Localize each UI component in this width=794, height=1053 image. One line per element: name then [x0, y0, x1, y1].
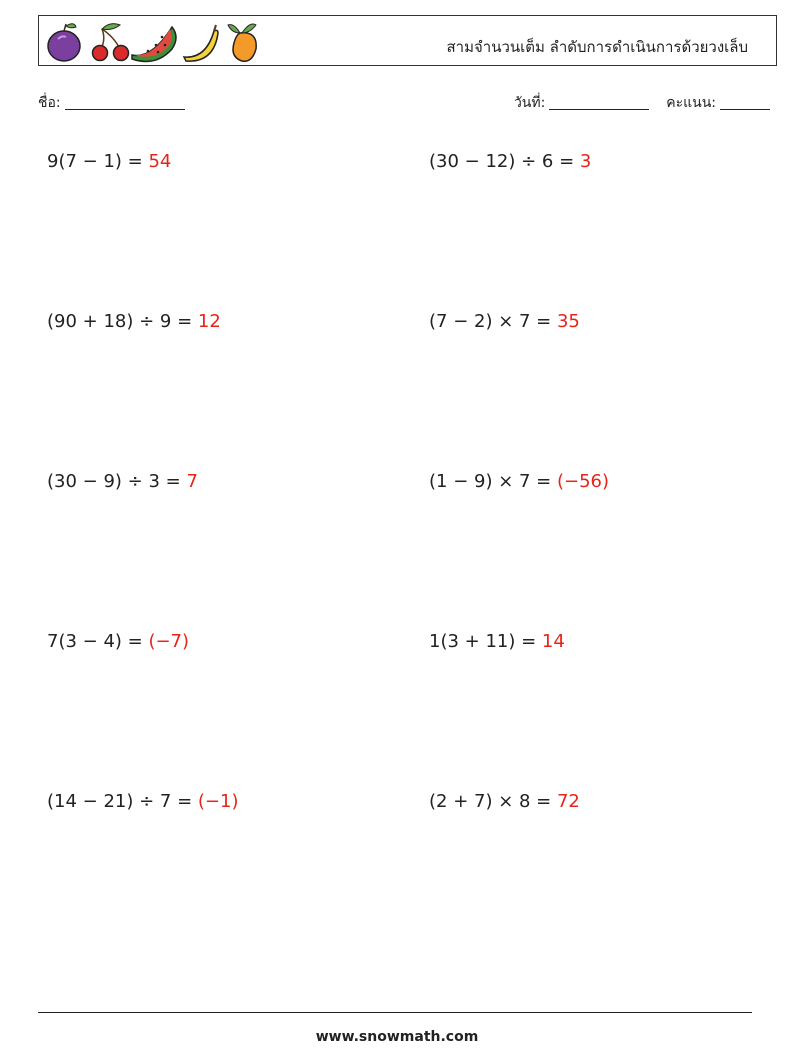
problem-question: (30 − 12) ÷ 6 =: [429, 151, 580, 172]
problem-question: (1 − 9) × 7 =: [429, 471, 557, 492]
problem-answer: 12: [197, 311, 221, 332]
problem-answer: (−1): [197, 791, 239, 812]
problem-answer: 14: [541, 631, 565, 652]
header-box: [38, 15, 777, 66]
problem-10: [429, 791, 580, 812]
problem-answer: (−7): [148, 631, 190, 652]
problem-1: [47, 151, 171, 172]
worksheet-title: สามจำนวนเต็ม ลำดับการดำเนินการด้วยวงเล็บ: [446, 38, 748, 56]
name-line[interactable]: [65, 108, 185, 110]
score-line[interactable]: [720, 108, 770, 110]
problem-question: (90 + 18) ÷ 9 =: [47, 311, 198, 332]
problem-2: [429, 151, 591, 172]
problem-3: [47, 311, 221, 332]
problem-5: [47, 471, 198, 492]
cherry-icon: [93, 24, 129, 61]
footer-rule: [38, 1012, 752, 1013]
problem-answer: 54: [148, 151, 172, 172]
date-line[interactable]: [549, 108, 649, 110]
footer-url[interactable]: www.snowmath.com: [315, 1029, 479, 1045]
problem-9: [47, 791, 238, 812]
date-score-fields: [514, 92, 770, 114]
score-label: คะแนน:: [666, 95, 716, 111]
problem-answer: 35: [556, 311, 580, 332]
mango-icon: [228, 24, 256, 61]
problem-answer: 72: [556, 791, 580, 812]
plum-icon: [48, 24, 80, 61]
problem-question: 7(3 − 4) =: [47, 631, 149, 652]
problem-question: (30 − 9) ÷ 3 =: [47, 471, 187, 492]
problem-question: (14 − 21) ÷ 7 =: [47, 791, 198, 812]
problem-4: [429, 311, 580, 332]
problem-answer: (−56): [556, 471, 610, 492]
watermelon-icon: [132, 27, 176, 61]
problem-question: 1(3 + 11) =: [429, 631, 542, 652]
name-label: ชื่อ:: [38, 95, 61, 111]
fruit-strip: [44, 19, 264, 65]
problem-6: [429, 471, 609, 492]
date-label: วันที่:: [513, 95, 546, 111]
banana-icon: [184, 25, 218, 61]
problem-question: (7 − 2) × 7 =: [429, 311, 557, 332]
problem-question: 9(7 − 1) =: [47, 151, 149, 172]
problem-answer: 7: [186, 471, 198, 492]
problem-answer: 3: [579, 151, 592, 172]
problem-8: [429, 631, 565, 652]
name-field: [38, 92, 185, 114]
problem-question: (2 + 7) × 8 =: [429, 791, 557, 812]
problem-7: [47, 631, 189, 652]
